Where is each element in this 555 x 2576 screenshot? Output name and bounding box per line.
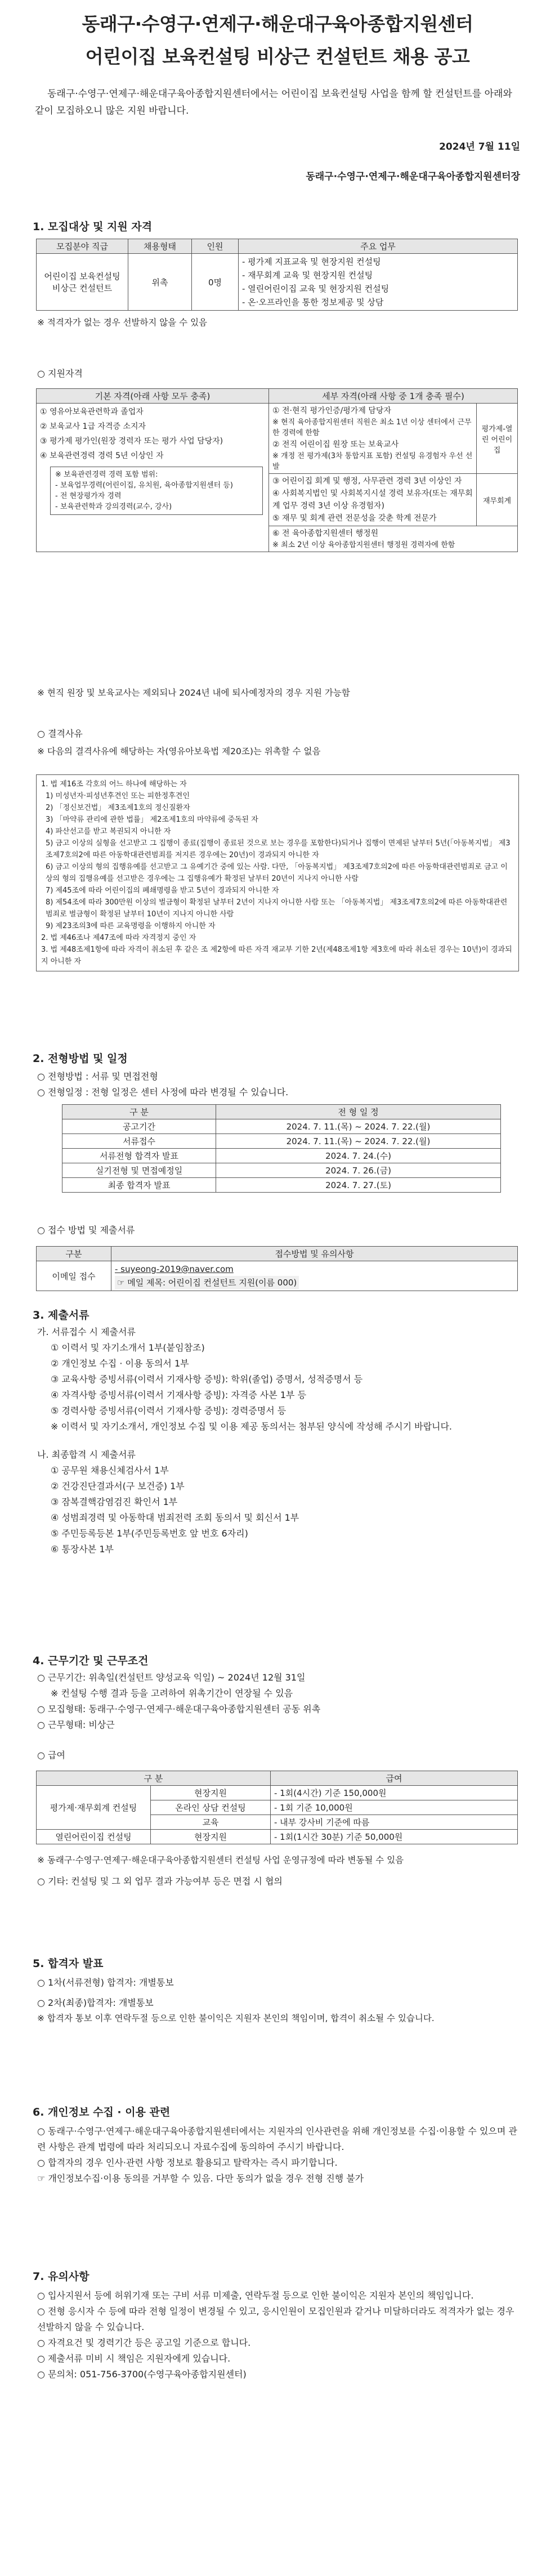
duty-item: - 온·오프라인을 통한 정보제공 및 상담 bbox=[242, 297, 384, 307]
pay-table bbox=[36, 1771, 518, 1844]
detail-note: ※ 최소 2년 이상 육아종합지원센터 행정원 경력자에 한함 bbox=[272, 541, 455, 549]
privacy-item: ○ 동래구·수영구·연제구·해운대구육아종합지원센터에서는 지원자의 인사관련을 위해 개인정보를 수집·이용할 수 있으며 관련 사항은 관계 법령에 따라 처리되오니 자료수집에 동의하여 주시기 바랍니다. bbox=[37, 2126, 517, 2152]
docs-b-item: ⑤ 주민등록등본 1부(주민등록번호 앞 번호 6자리) bbox=[51, 1528, 248, 1539]
schedule-date: 2024. 7. 11.(목) ~ 2024. 7. 22.(월) bbox=[216, 1119, 501, 1134]
result-item: ○ 1차(서류전형) 합격자: 개별통보 bbox=[37, 1977, 174, 1988]
col-header: 접수방법 및 유의사항 bbox=[111, 1247, 518, 1261]
detail-cell bbox=[269, 526, 518, 552]
field-cell: 어린이집 보육컨설팅 비상근 컨설턴트 bbox=[37, 254, 128, 311]
disqualification-note: ※ 다음의 결격사유에 해당하는 자(영유아보육법 제20조)는 위촉할 수 없음 bbox=[37, 746, 321, 756]
basic-item: ④ 보육관련경력 경력 5년 이상인 자 bbox=[40, 451, 164, 460]
docs-a-item: ① 이력서 및 자기소개서 1부(붙임참조) bbox=[51, 1342, 205, 1353]
pay-category: 열린어린이집 컨설팅 bbox=[37, 1830, 151, 1844]
schedule-date: 2024. 7. 11.(목) ~ 2024. 7. 22.(월) bbox=[216, 1134, 501, 1149]
pay-sub: 현장지원 bbox=[151, 1786, 271, 1800]
pay-sub: 현장지원 bbox=[151, 1830, 271, 1844]
title-line-2: 어린이집 보육컨설팅 비상근 컨설턴트 채용 공고 bbox=[85, 46, 470, 68]
pay-amount: - 1회(1시간 30분) 기준 50,000원 bbox=[271, 1830, 518, 1844]
section-2-heading: 2. 전형방법 및 일정 bbox=[33, 1052, 128, 1065]
duty-item: - 열린어린이집 교육 및 현장지원 컨설팅 bbox=[242, 284, 390, 294]
detail-cell bbox=[269, 474, 477, 526]
organization-name: 동래구·수영구·연제구·해운대구육아종합지원센터장 bbox=[306, 171, 520, 182]
privacy-item: ☞ 개인정보수집·이용 동의를 거부할 수 있음. 다만 동의가 없을 경우 전형 진행 불가 bbox=[37, 2173, 364, 2184]
section-6-heading: 6. 개인정보 수집 · 이용 관련 bbox=[33, 2106, 171, 2118]
caution-item: ○ 제출서류 미비 시 책임은 지원자에게 있습니다. bbox=[37, 2353, 231, 2364]
work-item: ○ 모집형태: 동래구·수영구·연제구·해운대구육아종합지원센터 공동 위촉 bbox=[37, 1704, 321, 1714]
col-header: 구 분 bbox=[37, 1771, 271, 1786]
result-note: ※ 합격자 통보 이후 연락두절 등으로 인한 불이익은 지원자 본인의 책임이며, 합격이 취소될 수 있습니다. bbox=[37, 2013, 435, 2023]
pay-sub: 교육 bbox=[151, 1815, 271, 1830]
docs-a-item: ⑤ 경력사항 증빙서류(이력서 기재사항 증빙): 경력증명서 등 bbox=[51, 1405, 287, 1416]
dis-item: 6) 금고 이상의 형의 집행유예를 선고받고 그 유예기간 중에 있는 사람. 다만, 「아동복지법」 제3조제7호의2에 따른 아동학대관련범죄로 금고 이상의 형의 집행유예를 선고받은 경우에는 그 집행유예가 확정된 날부터 20년이 지나지 아니한 사람 bbox=[46, 863, 508, 883]
dis-item: 2) 「정신보건법」 제3조제1호의 정신질환자 bbox=[46, 804, 190, 812]
dis-item: 3) 「마약류 관리에 관한 법률」 제2조제1호의 마약류에 중독된 자 bbox=[46, 816, 258, 824]
recruitment-table bbox=[36, 239, 518, 311]
count-cell: 0명 bbox=[192, 254, 239, 311]
section-1-heading: 1. 모집대상 및 지원 자격 bbox=[33, 221, 153, 233]
other-line: ○ 기타: 컨설팅 및 그 외 업무 결과 가능여부 등은 면접 시 협의 bbox=[37, 1876, 283, 1887]
method-line: ○ 전형방법 : 서류 및 면접전형 bbox=[37, 1071, 158, 1082]
basic-cell bbox=[37, 404, 269, 552]
qualification-table bbox=[36, 388, 518, 552]
result-item: ○ 2차(최종)합격자: 개별통보 bbox=[37, 1997, 154, 2008]
qualification-note: ※ 현직 원장 및 보육교사는 제외되나 2024년 내에 퇴사예정자의 경우 지원 가능함 bbox=[37, 688, 350, 698]
section-5-heading: 5. 합격자 발표 bbox=[33, 1957, 104, 1970]
section-7-heading: 7. 유의사항 bbox=[33, 2270, 89, 2283]
duty-item: - 재무회계 교육 및 현장지원 컨설팅 bbox=[242, 270, 373, 280]
dis-item: 8) 제54조에 따라 300만원 이상의 벌금형이 확정된 날부터 2년이 지나지 아니한 사람 또는 「아동복지법」 제3조제7호의2에 따른 아동학대관련범죄로 벌금형이 확정된 날부터 10년이 지나지 아니한 사람 bbox=[46, 898, 508, 919]
col-header: 주요 업무 bbox=[239, 239, 518, 254]
docs-b-item: ④ 성범죄경력 및 아동학대 범죄전력 조회 동의서 및 회신서 1부 bbox=[51, 1512, 299, 1523]
dis-item: 9) 제23조의3에 따른 교육명령을 이행하지 아니한 자 bbox=[46, 922, 216, 930]
caution-item: ○ 자격요건 및 경력기간 등은 공고일 기준으로 합니다. bbox=[37, 2337, 251, 2348]
title-line-1: 동래구·수영구·연제구·해운대구육아종합지원센터 bbox=[82, 13, 473, 35]
work-item: ○ 근무기간: 위촉일(컨설턴트 양성교육 익일) ~ 2024년 12월 31일 bbox=[37, 1672, 306, 1683]
detail-note: ※ 개정 전 평가제(3차 통합지표 포함) 컨설팅 유경험자 우선 선발 bbox=[272, 452, 473, 471]
dis-item: 4) 파산선고를 받고 복권되지 아니한 자 bbox=[46, 827, 171, 836]
section-4-heading: 4. 근무기간 및 근무조건 bbox=[33, 1655, 149, 1667]
docs-a-item: ③ 교육사항 증빙서류(이력서 기재사항 증빙): 학위(졸업) 증명서, 성적증명서 등 bbox=[51, 1374, 363, 1385]
basic-note-box bbox=[50, 467, 263, 515]
apply-kind: 이메일 접수 bbox=[37, 1261, 111, 1291]
col-header: 모집분야 직급 bbox=[37, 239, 128, 254]
side-label: 재무회계 bbox=[477, 474, 518, 526]
notice-date: 2024년 7월 11일 bbox=[439, 141, 520, 153]
apply-subject: ☞ 메일 제목: 어린이집 컨설턴트 지원(이름 000) bbox=[115, 1276, 299, 1289]
privacy-item: ○ 합격자의 경우 인사·관련 사항 정보로 활용되고 탈락자는 즉시 파기합니다. bbox=[37, 2157, 338, 2168]
disqualification-label: ○ 결격사유 bbox=[37, 728, 83, 739]
schedule-label: 공고기간 bbox=[62, 1119, 216, 1134]
section-3-heading: 3. 제출서류 bbox=[33, 1309, 89, 1321]
page-title bbox=[0, 0, 555, 73]
docs-a-item: ② 개인정보 수집 · 이용 동의서 1부 bbox=[51, 1358, 189, 1369]
basic-item: ② 보육교사 1급 자격증 소지자 bbox=[40, 422, 146, 431]
apply-label: ○ 접수 방법 및 제출서류 bbox=[37, 1225, 135, 1235]
detail-item: ④ 사회복지법인 및 사회복지시설 경력 보유자(또는 재무회계 업무 경력 3년 이상 유경험자) bbox=[272, 489, 473, 510]
docs-b-item: ③ 잠복결핵감염검진 확인서 1부 bbox=[51, 1497, 178, 1507]
dis-item: 1. 법 제16조 각호의 어느 하나에 해당하는 자 bbox=[41, 780, 187, 789]
section-1-note: ※ 적격자가 없는 경우 선발하지 않을 수 있음 bbox=[37, 317, 208, 328]
intro-text: 동래구·수영구·연제구·해운대구육아종합지원센터에서는 어린이집 보육컨설팅 사업을 함께 할 컨설턴트를 아래와 같이 모집하오니 많은 지원 바랍니다. bbox=[35, 88, 512, 117]
type-cell: 위촉 bbox=[128, 254, 192, 311]
work-item: ○ 근무형태: 비상근 bbox=[37, 1719, 115, 1730]
duties-cell bbox=[239, 254, 518, 311]
pay-label: ○ 급여 bbox=[37, 1750, 65, 1760]
basic-note-line: ※ 보육관련경력 경력 포함 범위: bbox=[55, 471, 158, 479]
detail-item: ⑤ 재무 및 회계 관련 전문성을 갖춘 학계 전문가 bbox=[272, 514, 437, 523]
apply-email-link[interactable]: - suyeong-2019@naver.com bbox=[115, 1264, 234, 1274]
col-header: 인원 bbox=[192, 239, 239, 254]
pay-category: 평가제·재무회계 컨설팅 bbox=[37, 1786, 151, 1830]
docs-a-label: 가. 서류접수 시 제출서류 bbox=[37, 1327, 136, 1337]
docs-b-item: ② 건강진단결과서(구 보건증) 1부 bbox=[51, 1481, 185, 1491]
basic-note-line: - 보육업무경력(어린이집, 유치원, 육아종합지원센터 등) bbox=[55, 481, 233, 490]
schedule-note: ○ 전형일정 : 전형 일정은 센터 사정에 따라 변경될 수 있습니다. bbox=[37, 1087, 289, 1097]
dis-item: 1) 미성년자·피성년후견인 또는 피한정후견인 bbox=[46, 792, 190, 800]
schedule-date: 2024. 7. 27.(토) bbox=[216, 1178, 501, 1193]
pay-sub: 온라인 상담 컨설팅 bbox=[151, 1800, 271, 1815]
pay-amount: - 내부 강사비 기준에 따름 bbox=[271, 1815, 518, 1830]
dis-item: 5) 금고 이상의 실형을 선고받고 그 집행이 종료(집행이 종료된 것으로 보는 경우를 포함한다)되거나 집행이 면제된 날부터 5년(「아동복지법」 제3조제7호의2에 따른 아동학대관련범죄를 저지른 경우에는 20년)이 경과되지 아니한 자 bbox=[46, 839, 511, 859]
docs-b-label: 나. 최종합격 시 제출서류 bbox=[37, 1449, 136, 1460]
basic-item: ① 영유아보육관련학과 졸업자 bbox=[40, 407, 144, 416]
detail-item: ③ 어린이집 회계 및 행정, 사무관련 경력 3년 이상인 자 bbox=[272, 477, 462, 486]
basic-note-line: - 보육관련학과 강의경력(교수, 강사) bbox=[55, 503, 172, 511]
schedule-table bbox=[62, 1104, 501, 1193]
pay-amount: - 1회 기준 10,000원 bbox=[271, 1800, 518, 1815]
contact-line: ○ 문의처: 051-756-3700(수영구육아종합지원센터) bbox=[37, 2369, 247, 2380]
detail-item: ⑥ 전 육아종합지원센터 행정원 bbox=[272, 529, 379, 538]
dis-item: 7) 제45조에 따라 어린이집의 폐쇄명령을 받고 5년이 경과되지 아니한 자 bbox=[46, 886, 279, 895]
col-header: 전 형 일 정 bbox=[216, 1105, 501, 1119]
schedule-label: 실기전형 및 면접예정일 bbox=[62, 1163, 216, 1178]
basic-note-line: - 전 현장평가자 경력 bbox=[55, 492, 122, 500]
dis-item: 3. 법 제48조제1항에 따라 자격이 취소된 후 같은 조 제2항에 따른 자격 재교부 기한 2년(제48조제1항 제3호에 따라 취소된 경우는 10년)이 경과되지 아니한 자 bbox=[41, 946, 512, 966]
docs-a-item: ④ 자격사항 증빙서류(이력서 기재사항 증빙): 자격증 사본 1부 등 bbox=[51, 1390, 307, 1400]
schedule-label: 서류전형 합격자 발표 bbox=[62, 1149, 216, 1163]
col-header: 구 분 bbox=[62, 1105, 216, 1119]
schedule-date: 2024. 7. 26.(금) bbox=[216, 1163, 501, 1178]
detail-header: 세부 자격(아래 사항 중 1개 충족 필수) bbox=[269, 389, 518, 404]
basic-item: ③ 평가제 평가인(원장 경력자 또는 평가 사업 담당자) bbox=[40, 437, 223, 446]
schedule-label: 최종 합격자 발표 bbox=[62, 1178, 216, 1193]
schedule-label: 서류접수 bbox=[62, 1134, 216, 1149]
col-header: 채용형태 bbox=[128, 239, 192, 254]
pay-note: ※ 동래구·수영구·연제구·해운대구육아종합지원센터 컨설팅 사업 운영규정에 따라 변동될 수 있음 bbox=[37, 1855, 404, 1865]
col-header: 급여 bbox=[271, 1771, 518, 1786]
caution-item: ○ 전형 응시자 수 등에 따라 전형 일정이 변경될 수 있고, 응시인원이 모집인원과 같거나 미달하더라도 적격자가 없는 경우 선발하지 않을 수 있습니다. bbox=[37, 2306, 514, 2332]
docs-b-item: ⑥ 통장사본 1부 bbox=[51, 1544, 114, 1554]
work-note: ※ 컨설팅 수행 결과 등을 고려하여 위촉기간이 연장될 수 있음 bbox=[51, 1688, 293, 1699]
detail-note: ※ 현직 육아종합지원센터 직원은 최소 1년 이상 센터에서 근무한 경력에 한함 bbox=[272, 418, 472, 437]
dis-item: 2. 법 제46조나 제47조에 따라 자격정지 중인 자 bbox=[41, 934, 196, 942]
detail-item: ① 전·현직 평가인증/평가제 담당자 bbox=[272, 406, 391, 415]
detail-cell bbox=[269, 404, 477, 474]
apply-detail bbox=[111, 1261, 518, 1291]
apply-table bbox=[36, 1246, 518, 1291]
docs-b-item: ① 공무원 채용신체검사서 1부 bbox=[51, 1465, 169, 1476]
basic-header: 기본 자격(아래 사항 모두 충족) bbox=[37, 389, 269, 404]
docs-a-note: ※ 이력서 및 자기소개서, 개인정보 수집 및 이용 제공 동의서는 첨부된 양식에 작성해 주시기 바랍니다. bbox=[51, 1421, 453, 1432]
disqualification-box bbox=[36, 774, 519, 971]
detail-item: ② 전직 어린이집 원장 또는 보육교사 bbox=[272, 440, 399, 449]
col-header: 구분 bbox=[37, 1247, 111, 1261]
caution-item: ○ 입사지원서 등에 허위기재 또는 구비 서류 미제출, 연락두절 등으로 인한 불이익은 지원자 본인의 책임입니다. bbox=[37, 2290, 474, 2301]
side-label: 평가제-열린 어린이집 bbox=[477, 404, 518, 474]
duty-item: - 평가제 지표교육 및 현장지원 컨설팅 bbox=[242, 257, 381, 267]
qualification-label: ○ 지원자격 bbox=[37, 368, 83, 379]
schedule-date: 2024. 7. 24.(수) bbox=[216, 1149, 501, 1163]
pay-amount: - 1회(4시간) 기준 150,000원 bbox=[271, 1786, 518, 1800]
